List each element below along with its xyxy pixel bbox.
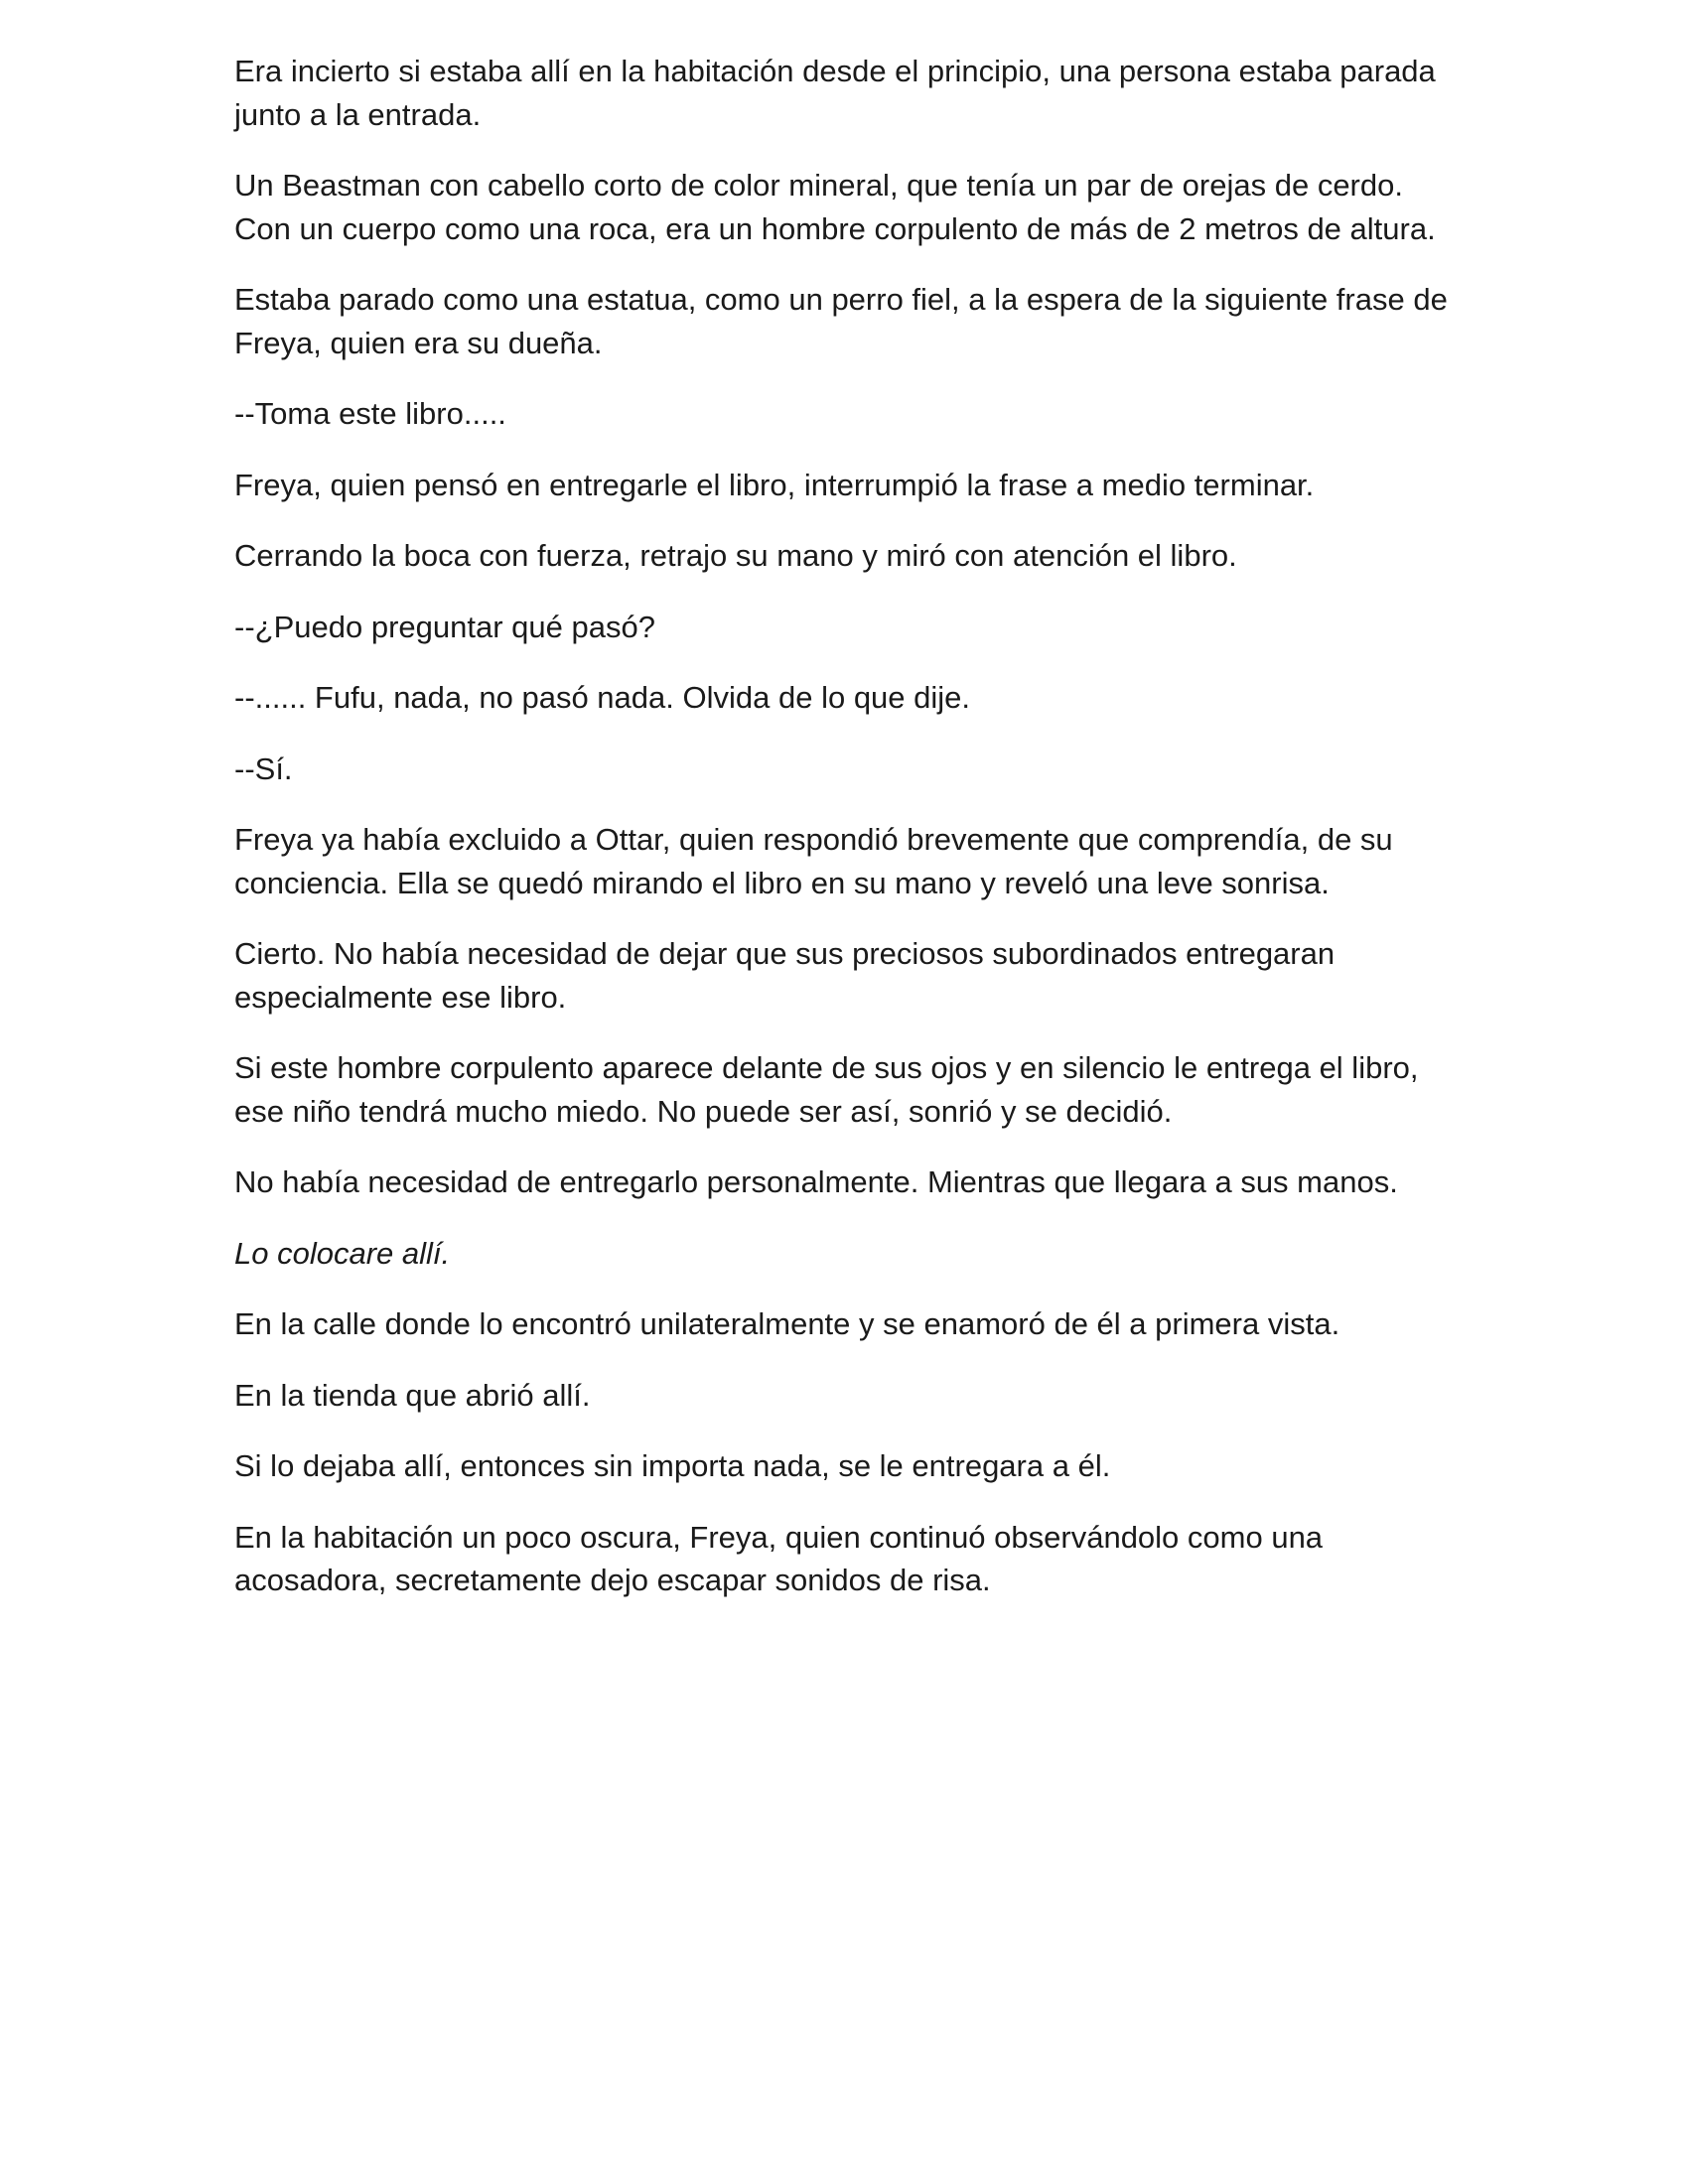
paragraph: Un Beastman con cabello corto de color mineral, que tenía un par de orejas de cerdo. Con un cuerpo como una roca, era un hombre corpulento de más de 2 metros de altura. bbox=[234, 168, 1436, 246]
paragraph: Freya, quien pensó en entregarle el libro, interrumpió la frase a medio terminar. bbox=[234, 467, 1315, 502]
dialogue-line: --...... Fufu, nada, no pasó nada. Olvida de lo que dije. bbox=[234, 680, 971, 715]
paragraph: Cerrando la boca con fuerza, retrajo su mano y miró con atención el libro. bbox=[234, 538, 1237, 573]
paragraph: Si lo dejaba allí, entonces sin importa nada, se le entregara a él. bbox=[234, 1448, 1111, 1483]
paragraph: En la habitación un poco oscura, Freya, quien continuó observándolo como una acosadora, secretamente dejo escapar sonidos de risa. bbox=[234, 1519, 1324, 1597]
dialogue-line: --¿Puedo preguntar qué pasó? bbox=[234, 609, 655, 644]
paragraph: No había necesidad de entregarlo personalmente. Mientras que llegara a sus manos. bbox=[234, 1164, 1398, 1199]
dialogue-line: --Toma este libro..... bbox=[234, 396, 506, 431]
paragraph: Era incierto si estaba allí en la habitación desde el principio, una persona estaba parada junto a la entrada. bbox=[234, 54, 1436, 132]
paragraph: Cierto. No había necesidad de dejar que sus preciosos subordinados entregaran especialmente ese libro. bbox=[234, 936, 1336, 1015]
body-text bbox=[234, 50, 1456, 1630]
paragraph: En la tienda que abrió allí. bbox=[234, 1377, 591, 1413]
paragraph: Si este hombre corpulento aparece delante de sus ojos y en silencio le entrega el libro, ese niño tendrá mucho miedo. No puede ser así, sonrió y se decidió. bbox=[234, 1050, 1419, 1129]
paragraph: En la calle donde lo encontró unilateralmente y se enamoró de él a primera vista. bbox=[234, 1306, 1340, 1341]
paragraph: Estaba parado como una estatua, como un perro fiel, a la espera de la siguiente frase de Freya, quien era su dueña. bbox=[234, 282, 1448, 360]
dialogue-line: --Sí. bbox=[234, 751, 293, 786]
paragraph: Freya ya había excluido a Ottar, quien respondió brevemente que comprendía, de su conciencia. Ella se quedó mirando el libro en su mano y reveló una leve sonrisa. bbox=[234, 822, 1393, 900]
italic-thought: Lo colocare allí. bbox=[234, 1235, 451, 1271]
